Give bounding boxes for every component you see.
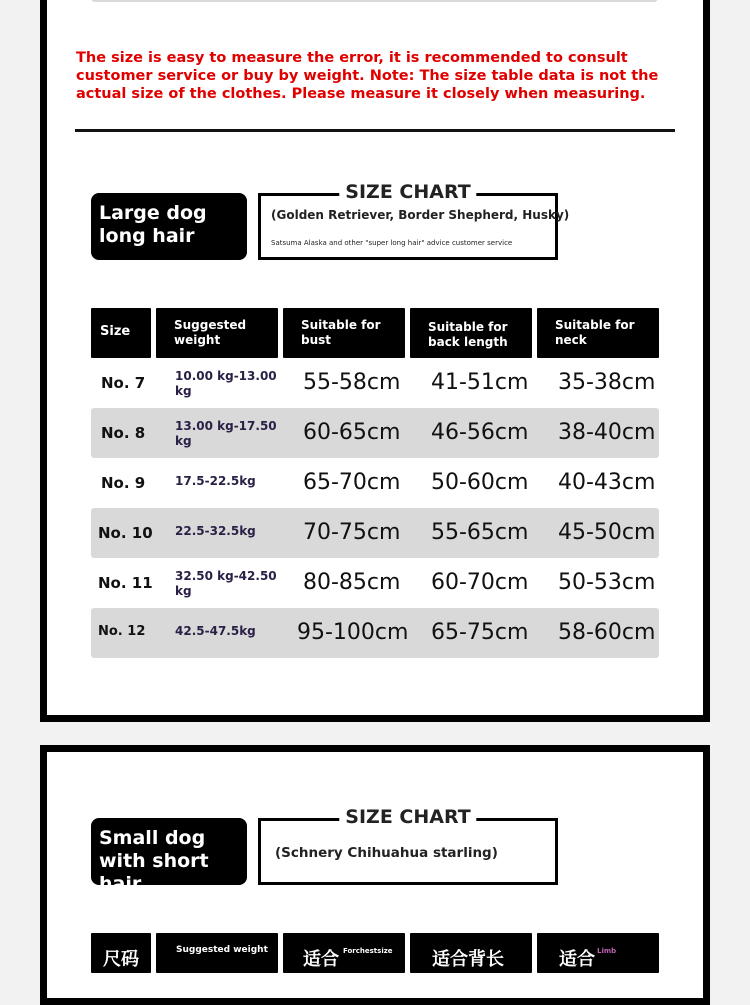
- table-row: [91, 458, 659, 508]
- table-row: [91, 508, 659, 558]
- cell-bust: 70-75cm: [303, 520, 401, 545]
- header-neck-label: 适合: [559, 949, 595, 970]
- header-back-small: [410, 933, 532, 973]
- cell-weight: 17.5-22.5kg: [175, 474, 256, 488]
- cell-neck: 50-53cm: [558, 570, 656, 595]
- header-bust-tiny: Forchestsize: [343, 947, 393, 955]
- cell-back-length: 50-60cm: [431, 470, 529, 495]
- category-tag-line1: Large dog: [99, 202, 207, 224]
- size-chart-box-small: [258, 806, 558, 885]
- header-bust-small: [283, 933, 405, 973]
- header-neck: Suitable for neck: [537, 308, 659, 358]
- cell-neck: 40-43cm: [558, 470, 656, 495]
- table-row: [91, 558, 659, 608]
- cell-back-length: 65-75cm: [431, 620, 529, 645]
- size-chart-breeds: (Golden Retriever, Border Shepherd, Husky): [271, 208, 570, 222]
- cell-neck: 45-50cm: [558, 520, 656, 545]
- divider: [75, 129, 675, 132]
- size-chart-note: Satsuma Alaska and other "super long hair" advice customer service: [271, 239, 513, 247]
- header-neck-small: [537, 933, 659, 973]
- cell-bust: 55-58cm: [303, 370, 401, 395]
- header-neck-tiny: Limb: [597, 947, 617, 955]
- header-bust: Suitable for bust: [283, 308, 405, 358]
- header-weight: Suggested weight: [156, 308, 278, 358]
- table-row: [91, 358, 659, 408]
- table-row: [91, 408, 659, 458]
- cell-bust: 65-70cm: [303, 470, 401, 495]
- cell-neck: 58-60cm: [558, 620, 656, 645]
- cell-size: No. 10: [98, 524, 153, 542]
- size-chart-box-large: [258, 181, 570, 260]
- cell-weight: 13.00 kg-17.50 kg: [175, 419, 277, 448]
- size-chart-title: SIZE CHART: [339, 806, 476, 828]
- cell-back-length: 55-65cm: [431, 520, 529, 545]
- cell-back-length: 41-51cm: [431, 370, 529, 395]
- header-bust-label: 适合: [303, 949, 339, 970]
- table-row: [91, 608, 659, 658]
- cell-size: No. 9: [101, 474, 146, 492]
- measurement-notice: The size is easy to measure the error, it is recommended to consult customer service or buy by weight. Note: The size table data is not the actual size of the clothes. Please measure it closely when measuring.: [76, 50, 659, 102]
- header-weight-small: [156, 933, 278, 973]
- cell-neck: 35-38cm: [558, 370, 656, 395]
- category-tag-line2: long hair: [99, 225, 195, 247]
- cell-size: No. 11: [98, 574, 153, 592]
- category-tag-line2: with short hair: [99, 850, 209, 895]
- header-size-label: 尺码: [103, 949, 139, 970]
- cell-size: No. 8: [101, 424, 146, 442]
- cell-bust: 95-100cm: [297, 620, 409, 645]
- header-size-small: [91, 933, 151, 973]
- cell-weight: 22.5-32.5kg: [175, 524, 256, 538]
- size-chart-breeds: (Schnery Chihuahua starling): [275, 845, 498, 861]
- cell-size: No. 7: [101, 374, 146, 392]
- cell-bust: 60-65cm: [303, 420, 401, 445]
- cell-back-length: 46-56cm: [431, 420, 529, 445]
- header-back-label: 适合背长: [432, 949, 504, 970]
- category-tag-large: [91, 193, 247, 260]
- cell-size: No. 12: [98, 624, 146, 639]
- category-tag-small: [91, 818, 247, 895]
- size-chart-title: SIZE CHART: [339, 181, 476, 203]
- previous-row-remnant: [91, 0, 658, 2]
- category-tag-line1: Small dog: [99, 827, 206, 849]
- cell-neck: 38-40cm: [558, 420, 656, 445]
- header-back-length: Suitable for back length: [410, 308, 532, 358]
- header-size: Size: [91, 308, 151, 358]
- cell-weight: 10.00 kg-13.00 kg: [175, 369, 277, 398]
- cell-weight: 42.5-47.5kg: [175, 624, 256, 638]
- cell-weight: 32.50 kg-42.50 kg: [175, 569, 277, 598]
- header-weight-label: Suggested weight: [176, 945, 268, 955]
- cell-bust: 80-85cm: [303, 570, 401, 595]
- cell-back-length: 60-70cm: [431, 570, 529, 595]
